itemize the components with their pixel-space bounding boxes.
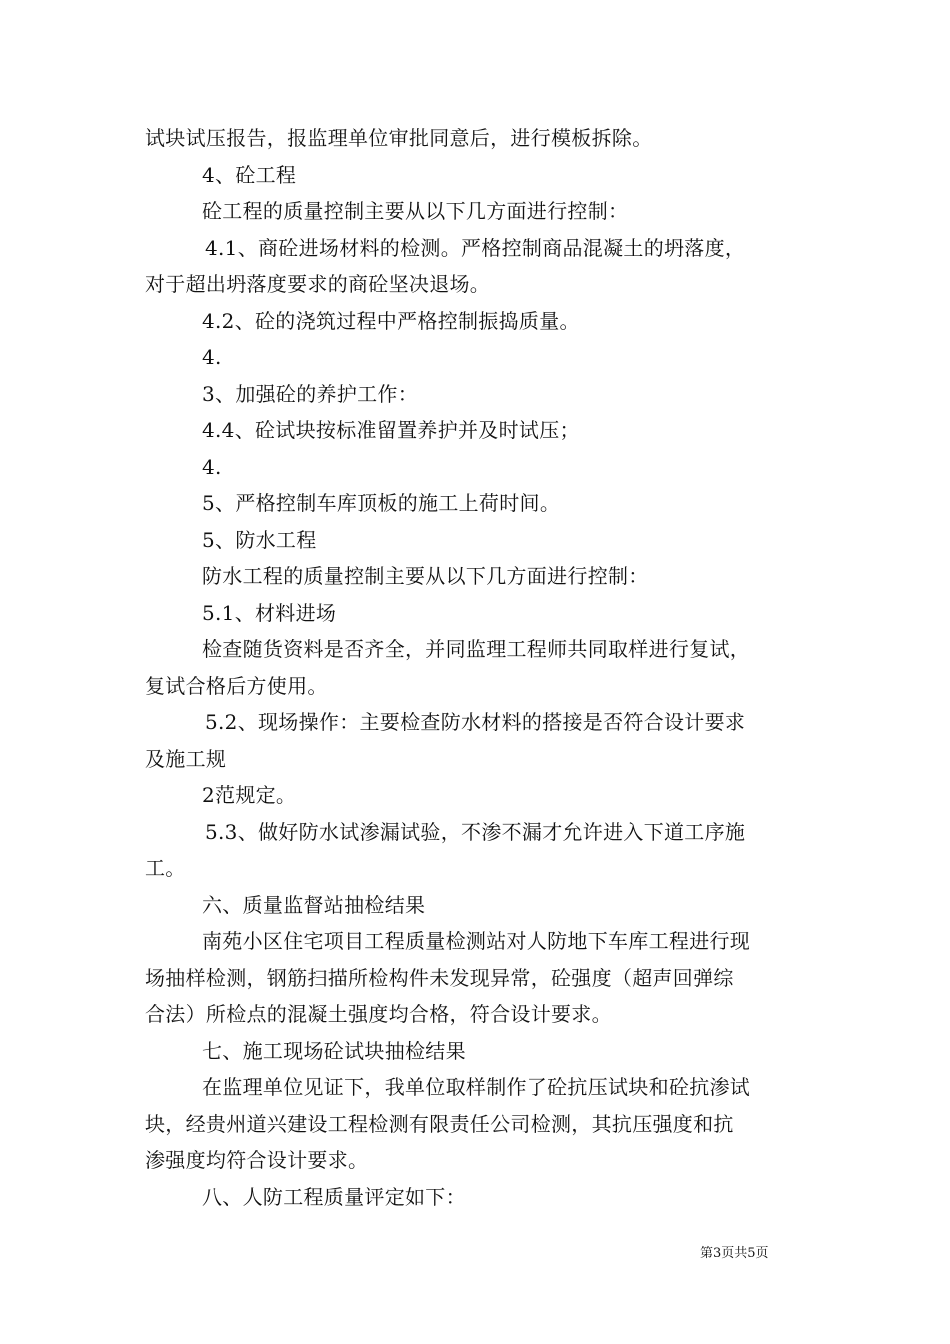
section-heading-waterproofing: 5、防水工程 bbox=[202, 527, 317, 552]
item-4-4: 4.4、砼试块按标准留置养护并及时试压； bbox=[202, 418, 580, 442]
item-4-1: 4.1、商砼进场材料的检测。严格控制商品混凝土的坍落度， bbox=[205, 235, 746, 260]
section-heading-quality-assessment: 八、人防工程质量评定如下： bbox=[202, 1184, 466, 1209]
item-5-3-continuation: 工。 bbox=[145, 856, 186, 880]
paragraph-concrete-intro: 砼工程的质量控制主要从以下几方面进行控制： bbox=[202, 199, 629, 223]
item-5-2-tail: 2范规定。 bbox=[202, 783, 297, 807]
paragraph-waterproofing-intro: 防水工程的质量控制主要从以下几方面进行控制： bbox=[202, 564, 649, 588]
item-4-5-prefix: 4. bbox=[202, 454, 222, 479]
item-4-5: 5、严格控制车库顶板的施工上荷时间。 bbox=[202, 491, 561, 515]
paragraph-materials-check: 检查随货资料是否齐全，并同监理工程师共同取样进行复试， bbox=[202, 637, 751, 661]
section-heading-concrete: 4、砼工程 bbox=[202, 162, 297, 187]
item-5-3: 5.3、做好防水试渗漏试验，不渗不漏才允许进入下道工序施 bbox=[205, 819, 746, 844]
paragraph-inspection-2: 场抽样检测，钢筋扫描所检构件未发现异常，砼强度（超声回弹综 bbox=[145, 965, 734, 990]
item-4-2: 4.2、砼的浇筑过程中严格控制振捣质量。 bbox=[202, 308, 580, 333]
paragraph-inspection-1: 南苑小区住宅项目工程质量检测站对人防地下车库工程进行现 bbox=[202, 929, 751, 953]
paragraph-test-block-2: 块，经贵州道兴建设工程检测有限责任公司检测，其抗压强度和抗 bbox=[145, 1111, 734, 1136]
paragraph-inspection-3: 合法）所检点的混凝土强度均合格，符合设计要求。 bbox=[145, 1002, 612, 1026]
page-number-footer: 第3页共5页 bbox=[700, 1246, 769, 1261]
section-heading-inspection-results: 六、质量监督站抽检结果 bbox=[202, 892, 426, 917]
document-body bbox=[145, 120, 810, 1215]
item-4-1-continuation: 对于超出坍落度要求的商砼坚决退场。 bbox=[145, 272, 491, 296]
text-line-continuation: 试块试压报告，报监理单位审批同意后，进行模板拆除。 bbox=[145, 126, 653, 150]
item-4-3: 3、加强砼的养护工作： bbox=[202, 381, 419, 406]
item-5-1: 5.1、材料进场 bbox=[202, 600, 337, 625]
item-5-2: 5.2、现场操作：主要检查防水材料的搭接是否符合设计要求 bbox=[205, 710, 746, 734]
section-heading-test-block-results: 七、施工现场砼试块抽检结果 bbox=[202, 1038, 466, 1063]
paragraph-test-block-1: 在监理单位见证下，我单位取样制作了砼抗压试块和砼抗渗试 bbox=[202, 1075, 751, 1099]
item-5-2-continuation: 及施工规 bbox=[145, 746, 227, 771]
item-4-3-prefix: 4. bbox=[202, 345, 222, 369]
paragraph-materials-check-continuation: 复试合格后方使用。 bbox=[145, 673, 328, 698]
paragraph-test-block-3: 渗强度均符合设计要求。 bbox=[145, 1148, 369, 1172]
